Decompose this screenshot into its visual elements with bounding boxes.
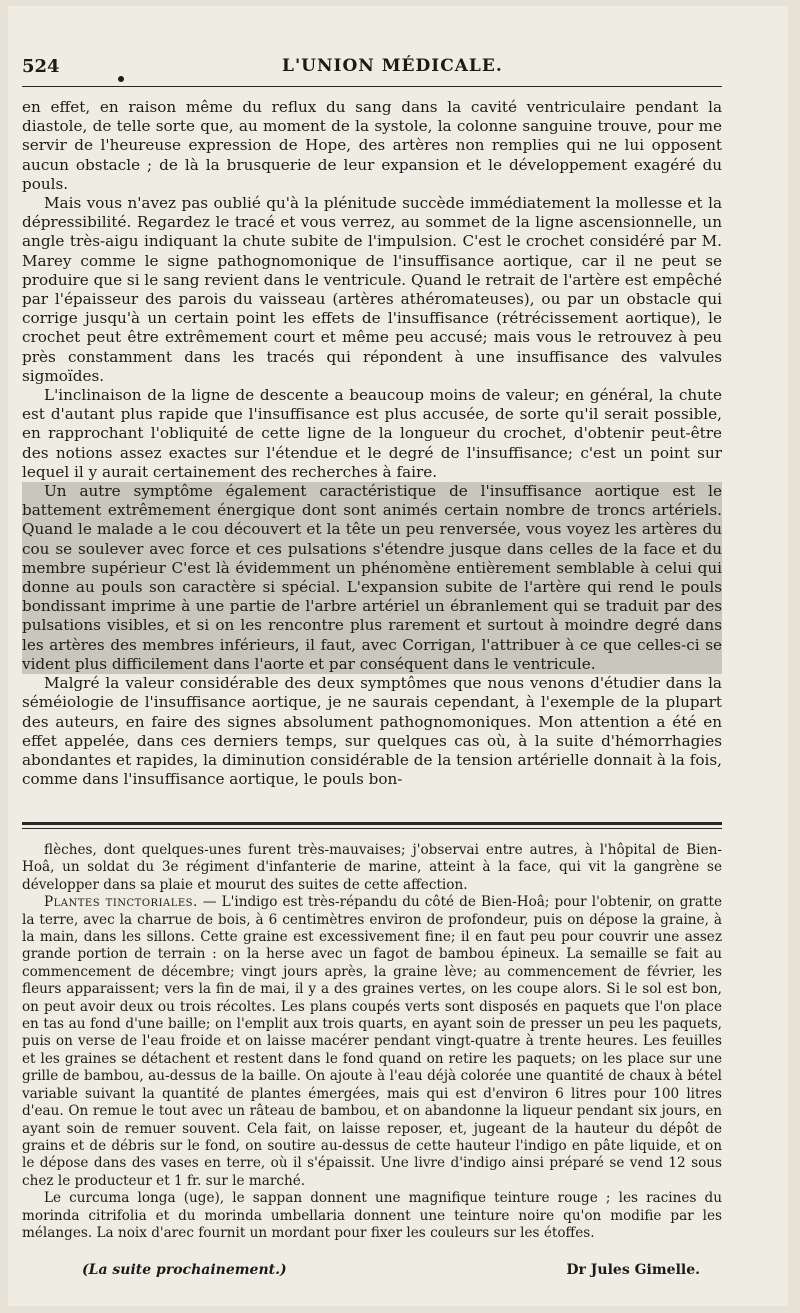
main-paragraph-4: Un autre symptôme également caractéristique de l'insuffisance aortique est le battement extrêmement énergique dont sont animés certain nombre de troncs artériels. Quand le malade a le cou découvert et la tête un peu renversée, vous voyez les artères du cou se soulever avec force et ces pulsations s'étendre jusque dans celles de la face et du membre supérieur C'est là évidemment un phénomène entièrement semblable à celui qui donne au pouls son caractère si spécial. L'expansion subite de l'artère qui rend le pouls bondissant imprime à une partie de l'arbre artériel un ébranlement qui se traduit par des pulsations visibles, et si on les rencontre plus rarement et surtout à moindre degré dans les artères des membres inférieurs, il faut, avec Corrigan, l'attribuer à ce que celles-ci se vident plus difficilement dans l'aorte et par conséquent dans le ventricule. [22,482,722,673]
note-paragraph-3: Le curcuma longa (uge), le sappan donnent une magnifique teinture rouge ; les racines du morinda citrifolia et du morinda umbellaria donnent une teinture noire qu'on modifie par les mélanges. La noix d'arec fournit un mordant pour fixer les couleurs sur les étoffes. [22,1190,722,1241]
main-paragraph-5: Malgré la valeur considérable des deux symptômes que nous venons d'étudier dans la séméiologie de l'insuffisance aortique, je ne saurais cependant, à l'exemple de la plupart des auteurs, en faire des signes absolument pathognomoniques. Mon attention a été en effet appelée, dans ces derniers temps, sur quelques cas où, à la suite d'hémorrhagies abondantes et rapides, la diminution considérable de la tension artérielle donnait à la fois, comme dans l'insuffisance aortique, le pouls bon- [22,674,722,789]
continued-note: (La suite prochainement.) [82,1262,287,1278]
main-paragraph-3: L'inclinaison de la ligne de descente a beaucoup moins de valeur; en général, la chute est d'autant plus rapide que l'insuffisance est plus accusée, de sorte qu'il serait possible, en rapprochant l'obliquité de cette ligne de la longueur du crochet, d'obtenir peut-être des notions assez exactes sur l'étendue et le degré de l'insuffisance; c'est un point sur lequel il y aurait certainement des recherches à faire. [22,386,722,481]
main-paragraph-1: en effet, en raison même du reflux du sang dans la cavité ventriculaire pendant la diastole, de telle sorte que, au moment de la systole, la colonne sanguine trouve, pour me servir de l'heureuse expression de Hope, des artères non remplies qui ne lui opposent aucun obstacle ; de là la brusquerie de leur expansion et le développement exagéré du pouls. [22,98,722,193]
header-rule [22,86,722,87]
note-paragraph-2 [22,894,722,1190]
note-paragraph-1: flèches, dont quelques-unes furent très-mauvaises; j'observai entre autres, à l'hôpital de Bien-Hoâ, un soldat du 3e régiment d'infanterie de marine, atteint à la face, qui vit la gangrène se développer dans sa plaie et mourut des suites de cette affection. [22,842,722,893]
running-title: L'UNION MÉDICALE. [282,56,503,76]
main-paragraph-2: Mais vous n'avez pas oublié qu'à la plénitude succède immédiatement la mollesse et la dépressibilité. Regardez le tracé et vous verrez, au sommet de la ligne ascensionnelle, un angle très-aigu indiquant la chute subite de l'impulsion. C'est le crochet considéré par M. Marey comme le signe pathognomonique de l'insuffisance aortique, car il ne peut se produire que si le sang revient dans le ventricule. Quand le retrait de l'artère est empêché par l'épaisseur des parois du vaisseau (artères athéromateuses), ou par un obstacle qui corrige jusqu'à un certain point les effets de l'insuffisance (rétrécissement aortique), le crochet peut être extrêmement court et même peu accusé; mais vous le retrouvez à peu près constamment dans les tracés qui répondent à une insuffisance des valvules sigmoïdes. [22,194,722,385]
page-number: 524 [22,56,60,77]
footnote-rule-thin [22,828,722,829]
ink-dot [118,76,124,82]
author-signature: Dr Jules Gimelle. [566,1262,700,1278]
feuilleton-text [22,842,722,1242]
note-paragraph-2-body: — L'indigo est très-répandu du côté de Bien-Hoâ; pour l'obtenir, on gratte la terre, avec la charrue de bois, à 6 centimètres environ de profondeur, puis on dépose la graine, à la main, dans les sillons. Cette graine est excessivement fine; il en faut peu pour couvrir une assez grande portion de terrain : on la herse avec un fagot de bambou épineux. La semaille se fait au commencement de décembre; vingt jours après, la graine lève; au commencement de février, les fleurs apparaissent; vers la fin de mai, il y a des graines vertes, on les coupe alors. Si le sol est bon, on peut avoir deux ou trois récoltes. Les plans coupés verts sont disposés en paquets que l'on place en tas au fond d'une baille; on l'emplit aux trois quarts, en ayant soin de presser un peu les paquets, puis on verse de l'eau froide et on laisse macérer pendant vingt-quatre à trente heures. Les feuilles et les graines se détachent et restent dans le fond quand on retire les paquets; on les place sur une grille de bambou, au-dessus de la baille. On ajoute à l'eau déjà colorée une quantité de chaux à bétel variable suivant la quantité de plantes émergées, mais qui est d'environ 6 litres pour 100 litres d'eau. On remue le tout avec un râteau de bambou, et on abandonne la liqueur pendant six jours, en ayant soin de remuer souvent. Cela fait, on laisse reposer, et, jugeant de la hauteur du dépôt de grains et de débris sur le fond, on soutire au-dessus de cette hauteur l'indigo en pâte liquide, et on le dépose dans des vases en terre, où il s'épaissit. Une livre d'indigo ainsi préparé se vend 12 sous chez le producteur et 1 fr. sur le marché. [22,894,722,1189]
main-text [22,98,722,789]
page-header [22,56,722,82]
signature-line [22,1262,722,1282]
footnote-rule-thick [22,822,722,825]
note-heading: Plantes tinctoriales. [44,894,198,911]
